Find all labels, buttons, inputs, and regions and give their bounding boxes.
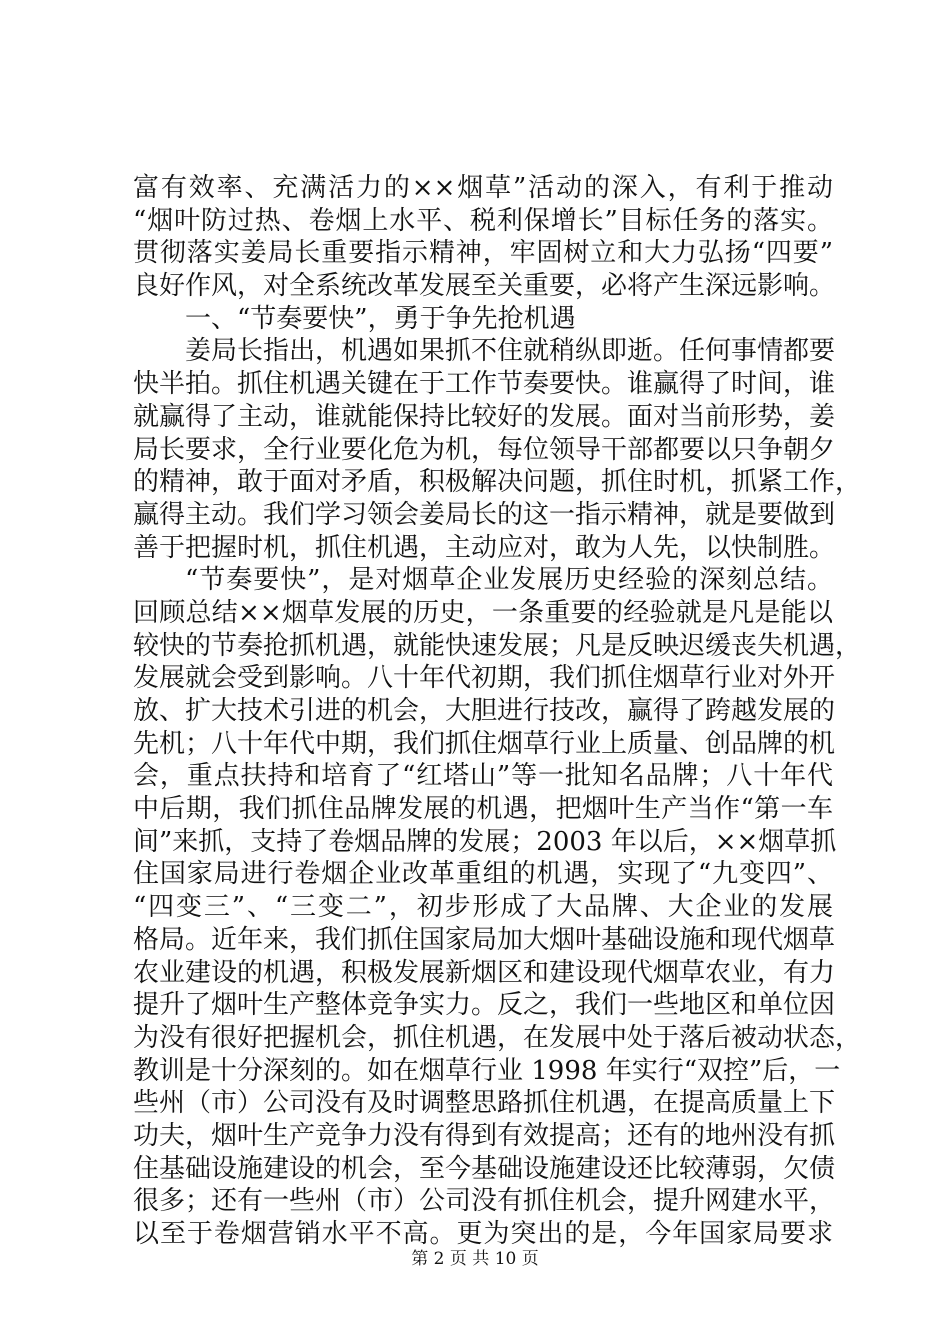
text-line: 功夫，烟叶生产竞争力没有得到有效提高；还有的地州没有抓 [133,1120,836,1151]
text-line: 会，重点扶持和培育了“红塔山”等一批知名品牌；八十年代 [133,761,833,792]
text-line: 住国家局进行卷烟企业改革重组的机遇，实现了“九变四”、 [133,859,833,890]
document-body [133,172,862,1251]
text-line: 间”来抓，支持了卷烟品牌的发展；2003 年以后，××烟草抓 [133,826,837,857]
text-line: 的精神，敢于面对矛盾，积极解决问题，抓住时机，抓紧工作， [133,467,862,498]
text-line: 局长要求，全行业要化危为机，每位领导干部都要以只争朝夕 [133,434,836,465]
text-line: 格局。近年来，我们抓住国家局加大烟叶基础设施和现代烟草 [133,924,836,955]
text-line: 提升了烟叶生产整体竞争实力。反之，我们一些地区和单位因 [133,990,836,1021]
text-line: 较快的节奏抢抓机遇，就能快速发展；凡是反映迟缓丧失机遇， [133,630,862,661]
text-line: 放、扩大技术引进的机会，大胆进行技改，赢得了跨越发展的 [133,696,836,726]
text-line: 良好作风，对全系统改革发展至关重要，必将产生深远影响。 [133,271,836,302]
text-line: 住基础设施建设的机会，至今基础设施建设还比较薄弱，欠债 [133,1153,836,1184]
text-line: 很多；还有一些州（市）公司没有抓住机会，提升网建水平， [133,1186,836,1217]
text-line: 赢得主动。我们学习领会姜局长的这一指示精神，就是要做到 [133,499,836,530]
text-line: 贯彻落实姜局长重要指示精神，牢固树立和大力弘扬“四要” [133,238,833,269]
text-line: 中后期，我们抓住品牌发展的机遇，把烟叶生产当作“第一车 [133,794,833,825]
text-line: 以至于卷烟营销水平不高。更为突出的是，今年国家局要求 [133,1219,833,1249]
text-line: 些州（市）公司没有及时调整思路抓住机遇，在提高质量上下 [133,1088,836,1119]
text-line: 就赢得了主动，谁就能保持比较好的发展。面对当前形势，姜 [133,401,836,432]
text-line: “四变三”、“三变二”，初步形成了大品牌、大企业的发展 [133,892,833,923]
page-footer: 第 2 页 共 10 页 [411,1249,539,1269]
text-line: “烟叶防过热、卷烟上水平、税利保增长”目标任务的落实。 [133,205,833,236]
text-line: 姜局长指出，机遇如果抓不住就稍纵即逝。任何事情都要 [185,336,836,367]
text-line: 富有效率、充满活力的××烟草”活动的深入，有利于推动 [133,173,833,203]
text-line: 快半拍。抓住机遇关键在于工作节奏要快。谁赢得了时间，谁 [133,369,836,400]
text-line: 为没有很好把握机会，抓住机遇，在发展中处于落后被动状态， [133,1022,862,1053]
text-line: 农业建设的机遇，积极发展新烟区和建设现代烟草农业，有力 [133,957,836,988]
text-line: 回顾总结××烟草发展的历史，一条重要的经验就是凡是能以 [133,597,833,628]
section-heading: 一、“节奏要快”，勇于争先抢机遇 [185,303,576,334]
text-line: “节奏要快”，是对烟草企业发展历史经验的深刻总结。 [185,565,833,596]
text-line: 先机；八十年代中期，我们抓住烟草行业上质量、创品牌的机 [133,728,836,759]
text-line: 发展就会受到影响。八十年代初期，我们抓住烟草行业对外开 [133,663,836,694]
text-line: 教训是十分深刻的。如在烟草行业 1998 年实行“双控”后，一 [133,1055,841,1086]
text-line: 善于把握时机，抓住机遇，主动应对，敢为人先，以快制胜。 [133,532,836,563]
